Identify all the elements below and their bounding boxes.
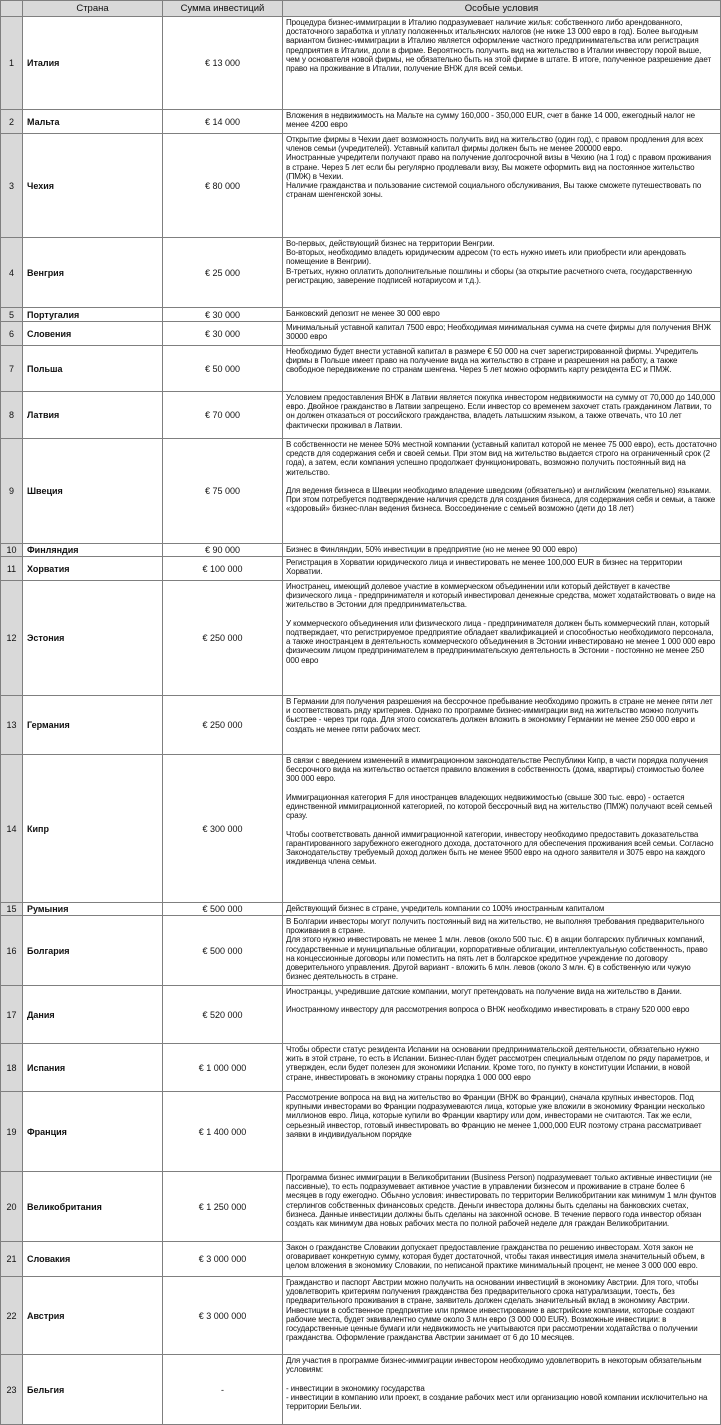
table-row: [1, 1242, 721, 1277]
conditions-text: Банковский депозит не менее 30 000 евро: [286, 309, 440, 318]
amount-cell: € 520 000: [163, 986, 283, 1044]
header-num: [1, 1, 23, 17]
row-number: 18: [1, 1044, 23, 1092]
conditions-cell: [283, 392, 721, 439]
conditions-cell: [283, 557, 721, 581]
country-cell: Чехия: [23, 134, 163, 238]
row-number: 4: [1, 238, 23, 308]
row-number: 1: [1, 17, 23, 110]
country-cell: Австрия: [23, 1277, 163, 1355]
row-number: 12: [1, 581, 23, 696]
conditions-text: В Болгарии инвесторы могут получить постоянный вид на жительство, не выполняя требования предварительного проживания в стране. Для этого нужно инвестировать не менее 1 млн. левов (около 500 тыс. €) в акции болгарских публичных компаний, государственные и муниципальные облигации, корпоративные облигации, интеллектуальную собственность, право на концессионные договоры или поместить на пять лет в болгарское кредитное учреждение по договору доверительного управления. Другой вариант - вложить 6 млн. левов (около 3 млн. €) в собственную или чужую бизнес деятельность в стране.: [286, 917, 708, 982]
conditions-text: Иностранцы, учредившие датские компании, могут претендовать на получение вида на жительство в Дании. Иностранному инвестору для рассмотрения вопроса о ВНЖ необходимо инвестировать в страну 520 000 евро: [286, 987, 690, 1015]
amount-cell: € 14 000: [163, 110, 283, 134]
table-row: [1, 439, 721, 544]
conditions-text: Необходимо будет внести уставной капитал в размере € 50 000 на счет зарегистрированной фирмы. Учредитель фирмы в Польше имеет право на получение вида на жительство в стране и разрешения на работу, а также свободное передвижение по странам шенгена. Через 5 лет можно оформить карту резидента ЕС и ПМЖ.: [286, 347, 701, 375]
row-number: 16: [1, 916, 23, 986]
country-cell: Финляндия: [23, 544, 163, 557]
conditions-text: Во-первых, действующий бизнес на территории Венгрии. Во-вторых, необходимо владеть юридическим адресом (то есть нужно иметь или приобрести или арендовать помещение в Венгрии). В-третьих, нужно оплатить дополнительные пошлины и сборы (за открытие расчетного счета, государственную регистрацию, заверение подписей нотариусом и т.д.).: [286, 239, 693, 285]
row-number: 13: [1, 696, 23, 755]
amount-cell: € 100 000: [163, 557, 283, 581]
conditions-text: В собственности не менее 50% местной компании (уставный капитал которой не менее 75 000 евро), есть достаточно средств для содержания себя и своей семьи. При этом вид на жительство выдается строго на ограниченный срок (2 года), а затем, если компания успешно продолжает функционировать, возможно получить постоянный вид на жительство. Для ведения бизнеса в Швеции необходимо владение шведским (обязательно) и английским (желательно) языками. При этом потребуется подтверждение наличия средств для создания бизнеса, для содержания себя и семьи, а также «здоровый» бизнес-план ведения бизнеса. Воссоединение с семьей возможно (дети до 18 лет): [286, 440, 717, 514]
table-row: [1, 346, 721, 392]
conditions-text: Иностранец, имеющий долевое участие в коммерческом объединении или который действует в качестве физического лица - предпринимателя и который инвестировал денежные средства, может ходатайствовать о виде на жительство в Эстонии для предпринимательства. У коммерческого объединения или физического лица - предпринимателя должен быть коммерческий план, который подтверждает, что регистрируемое предприятие обладает квалификацией и способностью необходимого персонала, а также иностранцем в деятельность коммерческого объединения в Эстонии инвестировано не менее 1 000 000 евро физическим лицом предпринимателем в предпринимательскую деятельность в Эстонии - постоянно не менее 250 000 евро: [286, 582, 716, 665]
conditions-cell: [283, 916, 721, 986]
conditions-cell: [283, 1044, 721, 1092]
header-amount: Сумма инвестиций: [163, 1, 283, 17]
conditions-cell: [283, 1242, 721, 1277]
table-row: [1, 1044, 721, 1092]
amount-cell: -: [163, 1355, 283, 1425]
table-row: [1, 903, 721, 916]
header-country: Страна: [23, 1, 163, 17]
conditions-cell: [283, 581, 721, 696]
country-cell: Германия: [23, 696, 163, 755]
conditions-text: Программа бизнес иммиграции в Великобритании (Business Person) подразумевает только активные инвестиции (не пассивные), то есть подразумевает активное участие в управлении бизнесом и проживание в стране более 6 месяцев в году ежегодно. Обычно условия: инвестировать по территории Великобритании как минимум 1 млн фунтов стерлингов собственных финансовых средств. Деньги инвестора должны быть сделаны на банковских счетах, бизнеса. Данные инвестиции должны быть сделаны на законной основе. В течение первого года инвестор обязан создать как минимум два новых рабочих места по полной рабочей неделе для граждан Великобритании.: [286, 1173, 719, 1229]
conditions-cell: [283, 308, 721, 322]
amount-cell: € 30 000: [163, 322, 283, 346]
conditions-cell: [283, 903, 721, 916]
table-row: [1, 1172, 721, 1242]
country-cell: Словения: [23, 322, 163, 346]
amount-cell: € 13 000: [163, 17, 283, 110]
conditions-cell: [283, 1355, 721, 1425]
header-row: [1, 1, 721, 17]
conditions-text: Рассмотрение вопроса на вид на жительство во Франции (ВНЖ во Франции), сначала крупных инвесторов. Под крупными инвесторами во Франции подразумеваются лица, которые уже вложили в экономику Франции несколько миллионов евро. Лица, которые купили во Франции квартиру или дом, инвесторами не считаются. Так же если, серьезный инвестор, готовый инвестировать во Францию не менее 1,000,000 EUR поэтому страна рассматривает заявки в индивидуальном порядке: [286, 1093, 707, 1139]
row-number: 9: [1, 439, 23, 544]
conditions-cell: [283, 1172, 721, 1242]
amount-cell: € 250 000: [163, 581, 283, 696]
conditions-cell: [283, 110, 721, 134]
country-cell: Хорватия: [23, 557, 163, 581]
amount-cell: € 70 000: [163, 392, 283, 439]
amount-cell: € 1 400 000: [163, 1092, 283, 1172]
table-row: [1, 1092, 721, 1172]
amount-cell: € 30 000: [163, 308, 283, 322]
row-number: 5: [1, 308, 23, 322]
conditions-text: Закон о гражданстве Словакии допускает предоставление гражданства по решению инвесторам. Хотя закон не оговаривает конкретную сумму, которая будет достаточной, чтобы такая инвестиция имела значительный объем, в целом вложения в экономику Словакии, по неписаной практике минимальный процент, не менее 3 000 000 евро.: [286, 1243, 707, 1271]
amount-cell: € 250 000: [163, 696, 283, 755]
row-number: 3: [1, 134, 23, 238]
row-number: 17: [1, 986, 23, 1044]
conditions-cell: [283, 17, 721, 110]
table-row: [1, 17, 721, 110]
conditions-cell: [283, 439, 721, 544]
conditions-text: Бизнес в Финляндии, 50% инвестиции в предприятие (но не менее 90 000 евро): [286, 545, 578, 554]
country-cell: Дания: [23, 986, 163, 1044]
amount-cell: € 90 000: [163, 544, 283, 557]
country-cell: Латвия: [23, 392, 163, 439]
amount-cell: € 1 250 000: [163, 1172, 283, 1242]
table-body: [1, 17, 721, 1425]
conditions-cell: [283, 755, 721, 903]
table-row: [1, 238, 721, 308]
row-number: 22: [1, 1277, 23, 1355]
table-row: [1, 1355, 721, 1425]
conditions-text: Гражданство и паспорт Австрии можно получить на основании инвестиций в экономику Австрии. Для того, чтобы удовлетворить критериям получения гражданства без предварительного срока натурализации, тоесть, без предварительного проживания в стране, заявитель должен сделать значительный вклад в экономику Австрии. Инвестиции в собственное предприятие или прямое инвестирование в австрийские компании, которые создают рабочие места, будет эквивалентно сумме около 3 млн евро (3 000 000 EUR). Возможные инвестиции: в государственные ценные бумаги или недвижимость не учитываются при рассмотрении ходатайства о получении гражданства. Оформление гражданства Австрии занимает от 6 до 10 месяцев.: [286, 1278, 701, 1343]
table-row: [1, 544, 721, 557]
header-conditions: Особые условия: [283, 1, 721, 17]
conditions-cell: [283, 134, 721, 238]
row-number: 19: [1, 1092, 23, 1172]
country-cell: Венгрия: [23, 238, 163, 308]
row-number: 7: [1, 346, 23, 392]
conditions-cell: [283, 696, 721, 755]
table-row: [1, 1277, 721, 1355]
table-row: [1, 322, 721, 346]
conditions-text: Чтобы обрести статус резидента Испании на основании предпринимательской деятельности, обязательно нужно жить в этой стране, то есть в Испании. Бизнес-план будет рассмотрен специальным отделом по ряду параметров, и утвержден, если будет полезен для экономики Испании. Кроме того, по пункту в конституции Испании, в новой стране, инвестировать в экономику страны порядка 1 000 000 евро: [286, 1045, 712, 1082]
row-number: 23: [1, 1355, 23, 1425]
conditions-cell: [283, 322, 721, 346]
country-cell: Испания: [23, 1044, 163, 1092]
country-cell: Швеция: [23, 439, 163, 544]
conditions-text: Минимальный уставной капитал 7500 евро; Необходимая минимальная сумма на счете фирмы для получения ВНЖ 30000 евро: [286, 323, 713, 342]
conditions-text: Для участия в программе бизнес-иммиграции инвестором необходимо удовлетворить в некоторым обязательным условиям: - инвестиции в экономику государства - инвестиции в компанию или проект, в создание рабочих мест или организацию новой компании исключительно на территории Бельгии.: [286, 1356, 708, 1412]
amount-cell: € 50 000: [163, 346, 283, 392]
country-cell: Румыния: [23, 903, 163, 916]
row-number: 14: [1, 755, 23, 903]
conditions-text: Процедура бизнес-иммиграции в Италию подразумевает наличие жилья: собственного либо арендованного, достаточного заработка и уплату положенных итальянских налогов (не ниже 13 000 евро в год). Более выгодным вариантом бизнес-иммиграции в Италию является оформление частного предпринимательства или регистрация предприятия в Италии, доли в фирме. Вероятность получить вид на жительство в Италии инвестору порой выше, чем у основателя новой фирмы, не обязательно быть на этой фирме в штате. В итоге, полученное разрешение дает право на проживание в Италии, получение ВНЖ для всей семьи.: [286, 18, 714, 74]
table-row: [1, 557, 721, 581]
conditions-cell: [283, 1277, 721, 1355]
table-row: [1, 134, 721, 238]
conditions-cell: [283, 986, 721, 1044]
table-row: [1, 308, 721, 322]
amount-cell: € 1 000 000: [163, 1044, 283, 1092]
country-cell: Болгария: [23, 916, 163, 986]
row-number: 10: [1, 544, 23, 557]
row-number: 20: [1, 1172, 23, 1242]
amount-cell: € 500 000: [163, 916, 283, 986]
country-cell: Мальта: [23, 110, 163, 134]
country-cell: Великобритания: [23, 1172, 163, 1242]
country-cell: Франция: [23, 1092, 163, 1172]
conditions-text: Условием предоставления ВНЖ в Латвии является покупка инвестором недвижимости на сумму от 70,000 до 140,000 евро. Двойное гражданство в Латвии запрещено. Если инвестор со временем захочет стать гражданином Латвии, то он должен отказаться от российского гражданства, владеть латышским языком, а также отвечать, что 10 лет фактически проживал в Латвии.: [286, 393, 718, 430]
conditions-cell: [283, 346, 721, 392]
conditions-text: В Германии для получения разрешения на бессрочное пребывание необходимо прожить в стране не менее пяти лет и соответствовать ряду критериев. Однако по программе бизнес-иммиграции вид на жительство можно получить быстрее - через три года. Для этого соискатель должен вложить в экономику Германии не менее 250 000 евро и создать не менее пяти рабочих мест.: [286, 697, 715, 734]
country-cell: Польша: [23, 346, 163, 392]
row-number: 21: [1, 1242, 23, 1277]
conditions-cell: [283, 544, 721, 557]
country-cell: Италия: [23, 17, 163, 110]
row-number: 6: [1, 322, 23, 346]
table-row: [1, 986, 721, 1044]
table-row: [1, 696, 721, 755]
conditions-text: Вложения в недвижимость на Мальте на сумму 160,000 - 350,000 EUR, счет в банке 14 000, ежегодный налог не менее 4200 евро: [286, 111, 698, 130]
country-cell: Словакия: [23, 1242, 163, 1277]
amount-cell: € 80 000: [163, 134, 283, 238]
amount-cell: € 300 000: [163, 755, 283, 903]
conditions-text: Открытие фирмы в Чехии дает возможность получить вид на жительство (один год), с правом продления для всех членов семьи (учредителей). Уставный капитал фирмы должен быть не менее 200000 евро. Иностранные учредители получают право на получение долгосрочной визы в Чехию (на 1 год) с правом проживания в стране. Через 5 лет если бы регулярно продлевали визу, Вы можете оформить вид на постоянное жительство (ПМЖ) в Чехии. Наличие гражданства и пользование системой социального обслуживания, Вы также сможете путешествовать по странам шенгенской зоны.: [286, 135, 712, 200]
amount-cell: € 75 000: [163, 439, 283, 544]
conditions-cell: [283, 238, 721, 308]
country-cell: Эстония: [23, 581, 163, 696]
country-cell: Бельгия: [23, 1355, 163, 1425]
table-row: [1, 581, 721, 696]
amount-cell: € 25 000: [163, 238, 283, 308]
conditions-text: В связи с введением изменений в иммиграционном законодательстве Республики Кипр, в части порядка получения бессрочного вида на жительство остается правило вложения в собственность (дома, квартиры) стоимостью более 300 000 евро. Иммиграционная категория F для иностранцев владеющих недвижимостью (свыше 300 тыс. евро) - остается единственной иммиграционной категорией, по которой бессрочный вид на жительство (ПМЖ) получают всей семьей сразу. Чтобы соответствовать данной иммиграционной категории, инвестору необходимо предоставить доказательства гарантированного зарубежного ежегодного дохода, достаточного для обеспечения проживания всей семьи. Согласно Законодательству требуемый доход должен быть не менее 9500 евро на одного заявителя и 3075 евро на каждого иждивенца члена семьи.: [286, 756, 714, 867]
table-row: [1, 916, 721, 986]
table-row: [1, 392, 721, 439]
row-number: 8: [1, 392, 23, 439]
conditions-text: Действующий бизнес в стране, учредитель компании со 100% иностранным капиталом: [286, 904, 605, 913]
amount-cell: € 3 000 000: [163, 1242, 283, 1277]
row-number: 11: [1, 557, 23, 581]
amount-cell: € 3 000 000: [163, 1277, 283, 1355]
amount-cell: € 500 000: [163, 903, 283, 916]
table-row: [1, 110, 721, 134]
row-number: 2: [1, 110, 23, 134]
conditions-cell: [283, 1092, 721, 1172]
row-number: 15: [1, 903, 23, 916]
country-cell: Кипр: [23, 755, 163, 903]
conditions-text: Регистрация в Хорватии юридического лица и инвестировать не менее 100,000 EUR в бизнес на территории Хорватии.: [286, 558, 685, 577]
country-cell: Португалия: [23, 308, 163, 322]
table-row: [1, 755, 721, 903]
